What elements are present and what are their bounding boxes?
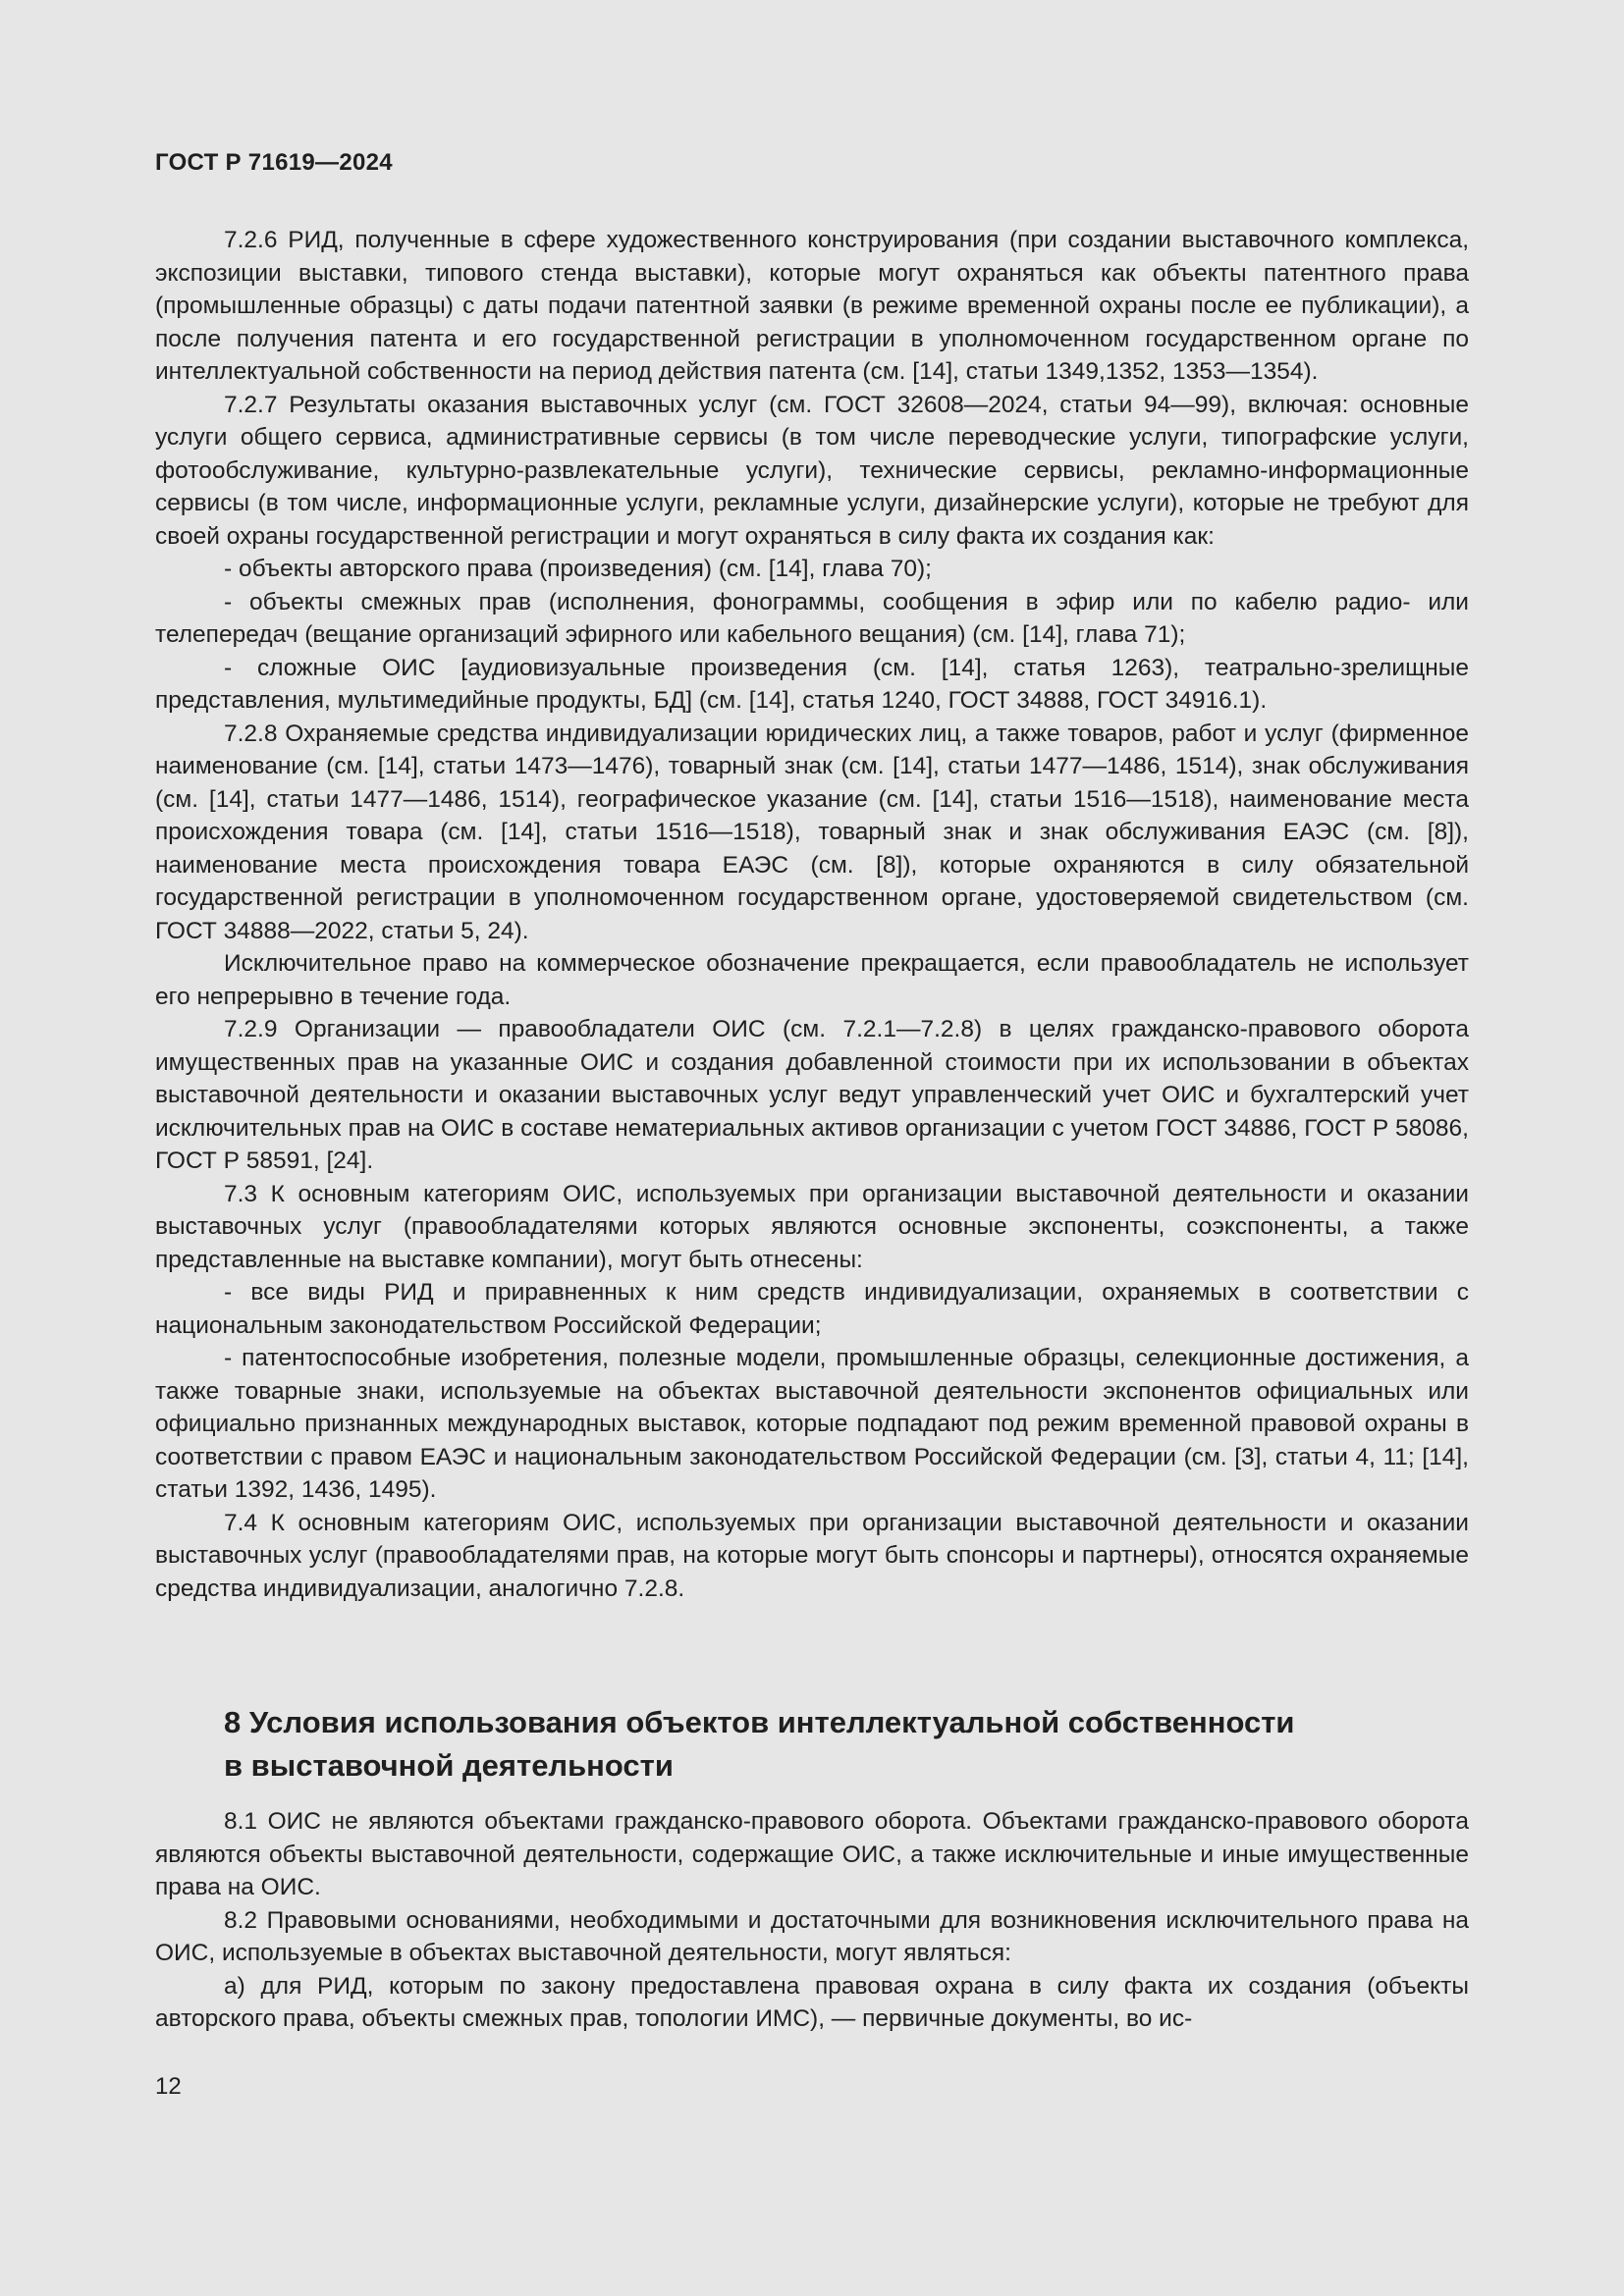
paragraph-7-2-9: 7.2.9 Организации — правообладатели ОИС (см. 7.2.1—7.2.8) в целях гражданско-правового оборота имущественных прав на указанные ОИС и создания добавленной стоимости при их использовании в объектах выставочной деятельности и оказании выставочных услуг ведут управленческий учет ОИС и бухгалтерский учет исключительных прав на ОИС в составе нематериальных активов организации с учетом ГОСТ 34886, ГОСТ Р 58086, ГОСТ Р 58591, [24]. bbox=[155, 1016, 1469, 1174]
paragraph-7-3: 7.3 К основным категориям ОИС, используемых при организации выставочной деятельности и оказании выставочных услуг (правообладателями которых являются основные экспоненты, соэкспоненты, а также представленные на выставке компании), могут быть отнесены: bbox=[155, 1180, 1469, 1273]
paragraph-7-2-7: 7.2.7 Результаты оказания выставочных услуг (см. ГОСТ 32608—2024, статьи 94—99), включая: основные услуги общего сервиса, административные сервисы (в том числе переводческие услуги, типографские услуги, фотообслуживание, культурно-развлекательные услуги), технические сервисы, рекламно-информационные сервисы (в том числе, информационные услуги, рекламные услуги, дизайнерские услуги), которые не требуют для своей охраны государственной регистрации и могут охраняться в силу факта их создания как: bbox=[155, 391, 1469, 550]
document-standard-code: ГОСТ Р 71619—2024 bbox=[155, 149, 393, 176]
paragraph-7-2-6: 7.2.6 РИД, полученные в сфере художественного конструирования (при создании выставочного комплекса, экспозиции выставки, типового стенда выставки), которые могут охраняться как объекты патентного права (промышленные образцы) с даты подачи патентной заявки (в режиме временной охраны после ее публикации), а после получения патента и его государственной регистрации в уполномоченном государственном органе по интеллектуальной собственности на период действия патента (см. [14], статьи 1349,1352, 1353—1354). bbox=[155, 227, 1469, 385]
list-item-all-rid: - все виды РИД и приравненных к ним средств индивидуализации, охраняемых в соответствии с национальным законодательством Российской Федерации; bbox=[155, 1279, 1469, 1339]
list-item-related-rights: - объекты смежных прав (исполнения, фонограммы, сообщения в эфир или по кабелю радио- или телепередач (вещание организаций эфирного или кабельного вещания) (см. [14], глава 71); bbox=[155, 588, 1469, 648]
page-number: 12 bbox=[155, 2073, 182, 2100]
body-text-top bbox=[155, 224, 1469, 1605]
paragraph-8-1: 8.1 ОИС не являются объектами гражданско-правового оборота. Объектами гражданско-правового оборота являются объекты выставочной деятельности, содержащие ОИС, а также исключительные и иные имущественные права на ОИС. bbox=[155, 1808, 1469, 1900]
paragraph-8-2-a: а) для РИД, которым по закону предоставлена правовая охрана в силу факта их создания (объекты авторского права, объекты смежных прав, топологии ИМС), — первичные документы, во ис- bbox=[155, 1972, 1469, 2032]
section-8-heading bbox=[224, 1701, 1432, 1788]
list-item-copyright: - объекты авторского права (произведения) (см. [14], глава 70); bbox=[224, 556, 932, 582]
paragraph-8-2: 8.2 Правовыми основаниями, необходимыми и достаточными для возникновения исключительного права на ОИС, используемые в объектах выставочной деятельности, могут являться: bbox=[155, 1906, 1469, 1966]
paragraph-7-4: 7.4 К основным категориям ОИС, используемых при организации выставочной деятельности и оказании выставочных услуг (правообладателями прав, на которые могут быть спонсоры и партнеры), относятся охраняемые средства индивидуализации, аналогично 7.2.8. bbox=[155, 1509, 1469, 1602]
paragraph-7-2-8: 7.2.8 Охраняемые средства индивидуализации юридических лиц, а также товаров, работ и услуг (фирменное наименование (см. [14], статьи 1473—1476), товарный знак (см. [14], статьи 1477—1486, 1514), знак обслуживания (см. [14], статьи 1477—1486, 1514), географическое указание (см. [14], статьи 1516—1518), наименование места происхождения товара (см. [14], статьи 1516—1518), товарный знак и знак обслуживания ЕАЭС (см. [8]), наименование места происхождения товара ЕАЭС (см. [8]), которые охраняются в силу обязательной государственной регистрации в уполномоченном государственном органе, удостоверяемой свидетельством (см. ГОСТ 34888—2022, статьи 5, 24). bbox=[155, 720, 1469, 944]
paragraph-commercial-designation: Исключительное право на коммерческое обозначение прекращается, если правообладатель не использует его непрерывно в течение года. bbox=[155, 950, 1469, 1010]
list-item-patentable: - патентоспособные изобретения, полезные модели, промышленные образцы, селекционные достижения, а также товарные знаки, используемые на объектах выставочной деятельности экспонентов официальных или официально признанных международных выставок, которые подпадают под режим временной правовой охраны в соответствии с правом ЕАЭС и национальным законодательством Российской Федерации (см. [3], статьи 4, 11; [14], статьи 1392, 1436, 1495). bbox=[155, 1345, 1469, 1503]
list-item-complex-objects: - сложные ОИС [аудиовизуальные произведения (см. [14], статья 1263), театрально-зрелищные представления, мультимедийные продукты, БД] (см. [14], статья 1240, ГОСТ 34888, ГОСТ 34916.1). bbox=[155, 654, 1469, 714]
section-heading-line-1: 8 Условия использования объектов интеллектуальной собственности bbox=[224, 1705, 1295, 1739]
body-text-bottom bbox=[155, 1805, 1469, 2036]
section-heading-line-2: в выставочной деятельности bbox=[224, 1748, 674, 1783]
